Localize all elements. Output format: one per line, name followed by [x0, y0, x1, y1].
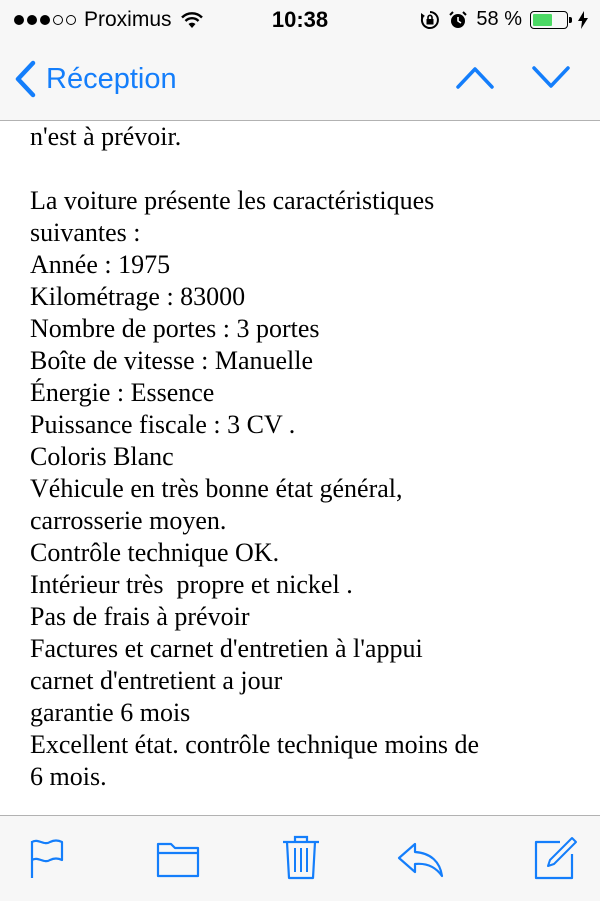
message-line: 6 mois.: [30, 762, 107, 791]
battery-icon: [530, 11, 568, 29]
reply-icon[interactable]: [395, 836, 445, 880]
message-line: Boîte de vitesse : Manuelle: [30, 346, 314, 375]
message-line: n'est à prévoir.: [30, 122, 182, 151]
alarm-icon: [448, 10, 468, 30]
navigation-bar: [0, 40, 600, 121]
status-bar: [0, 0, 600, 40]
compose-icon[interactable]: [532, 836, 578, 882]
flag-icon[interactable]: [26, 836, 66, 880]
message-line: Puissance fiscale : 3 CV .: [30, 410, 296, 439]
charging-bolt-icon: [578, 11, 588, 29]
message-line: Intérieur très propre et nickel .: [30, 570, 353, 599]
folder-icon[interactable]: [155, 836, 201, 880]
back-button-label: Réception: [46, 62, 177, 95]
status-right: [420, 8, 588, 31]
trash-icon[interactable]: [280, 832, 322, 882]
rotation-lock-icon: [420, 10, 440, 30]
message-line: Véhicule en très bonne état général,: [30, 474, 403, 503]
status-time: 10:38: [271, 7, 329, 32]
message-line: La voiture présente les caractéristiques: [30, 186, 435, 215]
chevron-down-icon[interactable]: [531, 62, 571, 92]
chevron-up-icon[interactable]: [455, 62, 495, 92]
message-body[interactable]: [0, 121, 600, 815]
message-line: suivantes :: [30, 218, 141, 247]
message-line: Pas de frais à prévoir: [30, 602, 250, 631]
carrier-name: Proximus: [84, 8, 172, 31]
battery-percent: 58 %: [476, 8, 522, 30]
battery-level: [533, 14, 552, 26]
message-line: Excellent état. contrôle technique moins de: [30, 730, 480, 759]
message-line: Factures et carnet d'entretien à l'appui: [30, 634, 423, 663]
chevron-left-icon: [14, 60, 36, 98]
message-line: Coloris Blanc: [30, 442, 174, 471]
message-line: Nombre de portes : 3 portes: [30, 314, 320, 343]
message-line: Contrôle technique OK.: [30, 538, 280, 567]
message-line: Énergie : Essence: [30, 378, 215, 407]
message-line: Année : 1975: [30, 250, 171, 279]
message-line: carrosserie moyen.: [30, 506, 227, 535]
bottom-toolbar: [0, 815, 600, 901]
message-line: garantie 6 mois: [30, 698, 191, 727]
message-line: Kilométrage : 83000: [30, 282, 246, 311]
back-button[interactable]: [14, 60, 177, 98]
message-line: carnet d'entretient a jour: [30, 666, 283, 695]
